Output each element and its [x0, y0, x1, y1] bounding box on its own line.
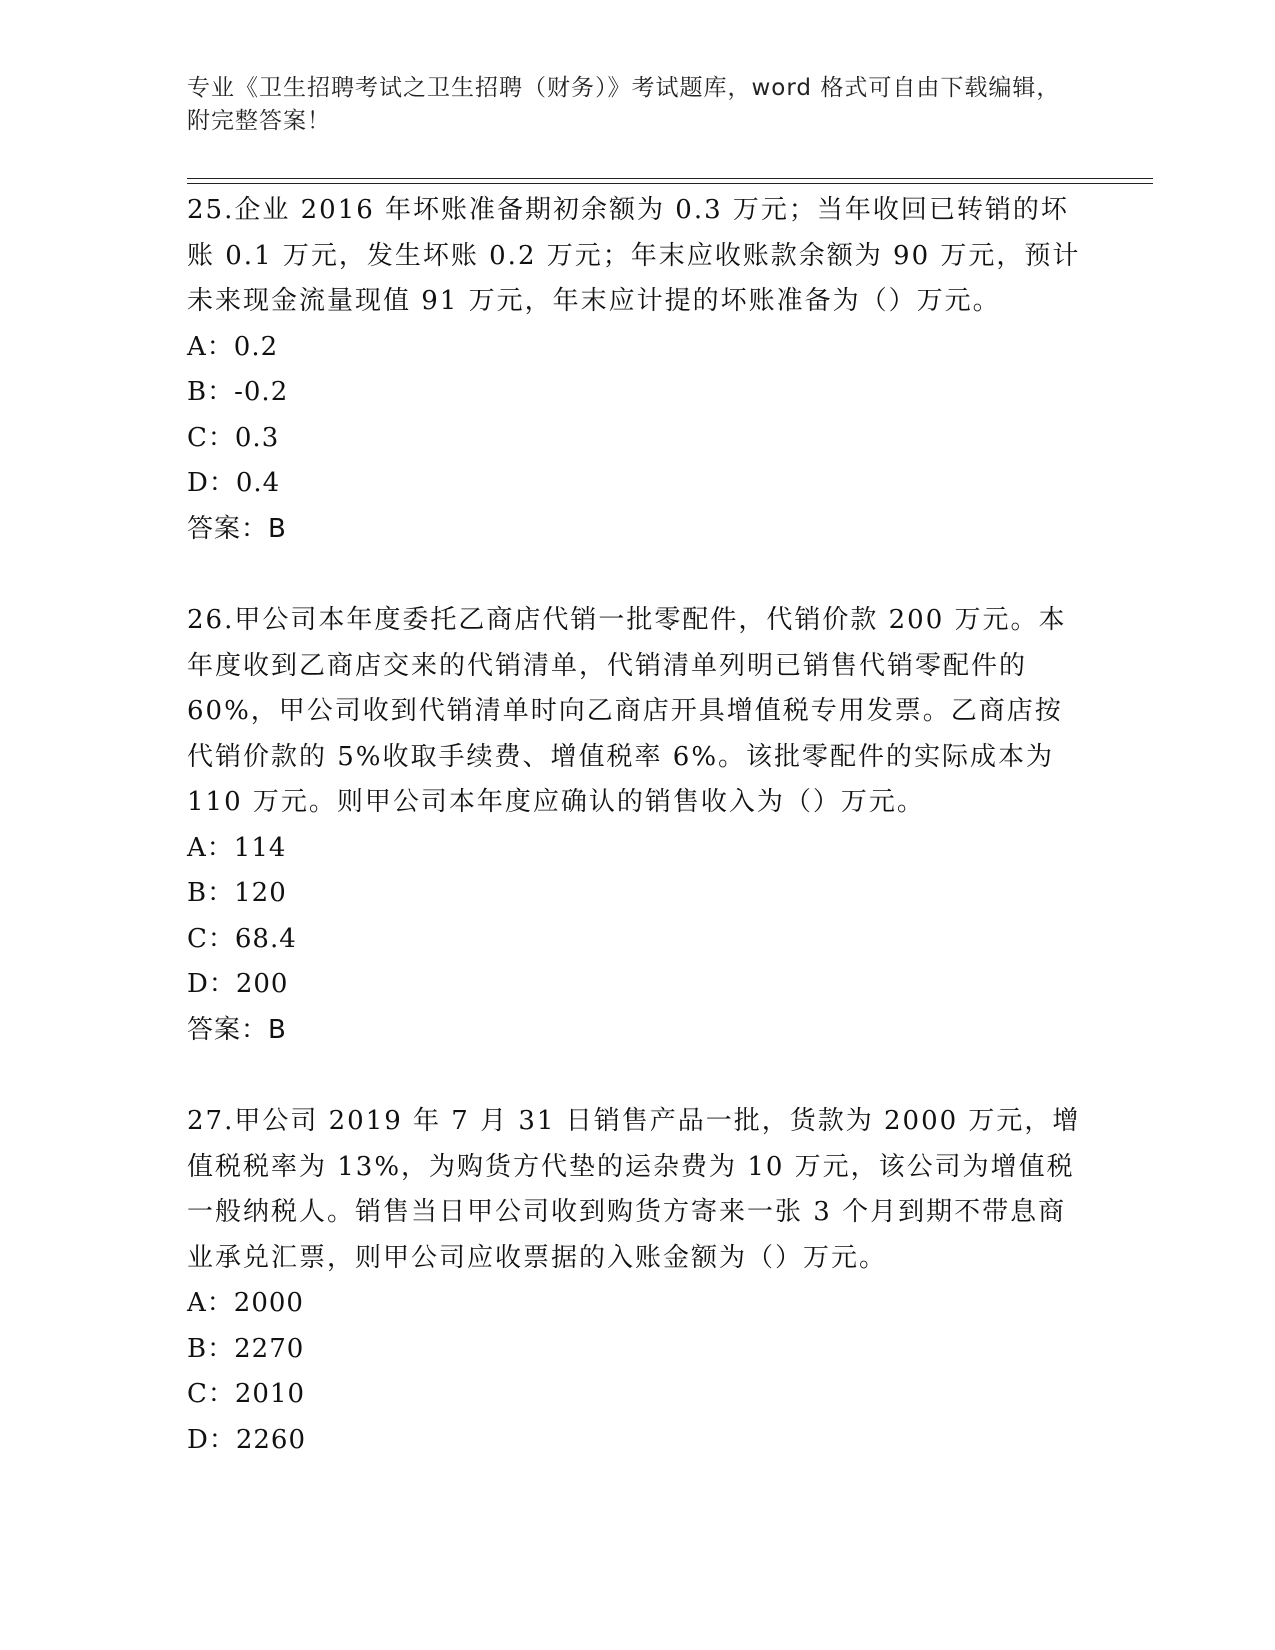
question-stem: 27.甲公司 2019 年 7 月 31 日销售产品一批，货款为 2000 万元，增值税税率为 13%，为购货方代垫的运杂费为 10 万元，该公司为增值税一般纳税人。销售当日甲公司收到购货方寄来一张 3 个月到期不带息商业承兑汇票，则甲公司应收票据的入账金额为（）万元。 [187, 1106, 1081, 1273]
header-divider-bottom [187, 183, 1153, 184]
answer: 答案：B [187, 1014, 287, 1045]
option-a: A：0.2 [187, 331, 279, 362]
option-a: A：114 [187, 832, 287, 863]
option-d: D：200 [187, 969, 289, 999]
option-c: C：2010 [187, 1379, 306, 1409]
option-c: C：68.4 [187, 923, 297, 954]
header-divider-top [187, 178, 1153, 179]
question-stem: 26.甲公司本年度委托乙商店代销一批零配件，代销价款 200 万元。本年度收到乙商店交来的代销清单，代销清单列明已销售代销零配件的 60%，甲公司收到代销清单时向乙商店开具增值税专用发票。乙商店按代销价款的 5%收取手续费、增值税率 6%。该批零配件的实际成本为 110 万元。则甲公司本年度应确认的销售收入为（）万元。 [187, 605, 1067, 817]
question-25 [187, 188, 1087, 552]
option-d: D：0.4 [187, 468, 281, 498]
question-stem: 25.企业 2016 年坏账准备期初余额为 0.3 万元；当年收回已转销的坏账 0.1 万元，发生坏账 0.2 万元；年末应收账款余额为 90 万元，预计未来现金流量现值 91 万元，年末应计提的坏账准备为（）万元。 [187, 195, 1081, 316]
option-c: C：0.3 [187, 422, 280, 453]
option-b: B：-0.2 [187, 377, 289, 407]
option-d: D：2260 [187, 1424, 307, 1455]
option-b: B：2270 [187, 1333, 305, 1364]
question-26 [187, 598, 1087, 1053]
question-27 [187, 1099, 1087, 1463]
option-b: B：120 [187, 878, 287, 908]
question-list [187, 188, 1087, 1509]
option-a: A：2000 [187, 1288, 304, 1318]
document-header: 专业《卫生招聘考试之卫生招聘（财务）》考试题库，word 格式可自由下载编辑，附完整答案！ [187, 75, 1061, 134]
answer: 答案：B [187, 513, 287, 544]
